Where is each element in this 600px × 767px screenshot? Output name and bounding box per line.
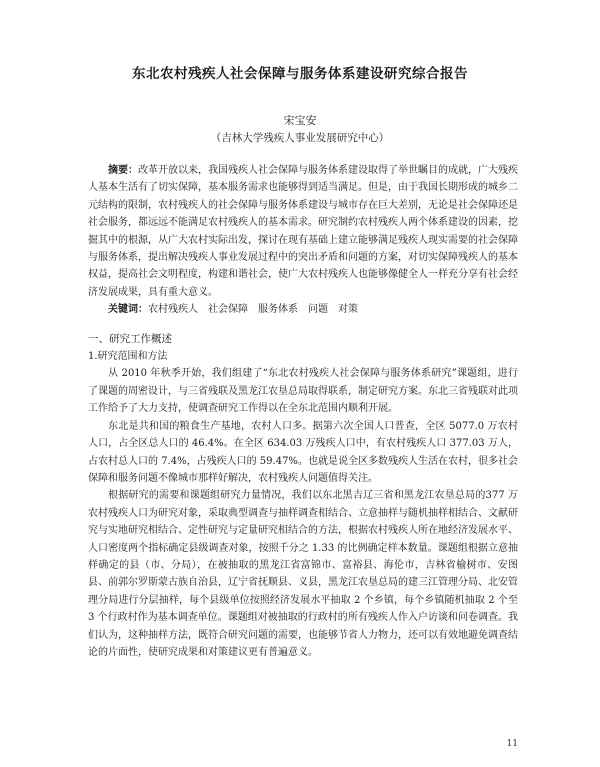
section-heading: 一、研究工作概述 — [88, 332, 172, 345]
paper-body — [88, 162, 518, 661]
author-affiliation: （吉林大学残疾人事业发展研究中心） — [210, 132, 390, 144]
keywords-text: 农村残疾人 社会保障 服务体系 问题 对策 — [148, 304, 358, 316]
abstract — [88, 162, 518, 301]
body-paragraph-2: 东北是共和国的粮食生产基地，农村人口多。据第六次全国人口普查，全区 5077.0 万农村人口，占全区总人口的 46.4%。在全区 634.03 万残疾人口中，有农村残疾人口 377.03 万人，占农村总人口的 7.4%，占残疾人口的 59.47%。也就是说全区多数残疾人生活在农村，很多社会保障和服务问题不像城市那样好解决，农村残疾人问题值得关注。 — [88, 420, 518, 484]
subsection-heading: 1.研究范围和方法 — [88, 351, 168, 363]
page-number: 11 — [506, 739, 518, 749]
body-paragraph-3: 根据研究的需要和课题组研究力量情况，我们以东北黑吉辽三省和黑龙江农垦总局的377 万农村残疾人口为研究对象，采取典型调查与抽样调查相结合、立意抽样与随机抽样相结合、文献研究与实地研究相结合、定性研究与定量研究相结合的方法，根据农村残疾人所在地经济发展水平、人口密度两个指标确定县级调查对象，按照千分之 1.33 的比例确定样本数量。课题组根据立意抽样确定的县（市、分局），在被抽取的黑龙江省富锦市、富裕县、海伦市，吉林省榆树市、安图县、前郭尔罗斯蒙古族自治县，辽宁省抚顺县、义县，黑龙江农垦总局的建三江管理分局、北安管理分局进行分层抽样，每个县级单位按照经济发展水平抽取 2 个乡镇，每个乡镇随机抽取 2 个至 3 个行政村作为基本调查单位。课题组对被抽取的行政村的所有残疾人作入户访谈和问卷调查。我们认为，这种抽样方法，既符合研究问题的需要，也能够节省人力物力，还可以有效地避免调查结论的片面性，使研究成果和对策建议更有普遍意义。 — [88, 490, 518, 658]
section-spacer — [88, 319, 518, 331]
keywords-label: 关键词： — [108, 304, 148, 316]
abstract-text: 改革开放以来，我国残疾人社会保障与服务体系建设取得了举世瞩目的成就，广大残疾人基本生活有了切实保障，基本服务需求也能够得到适当满足。但是，由于我国长期形成的城乡二元结构的限制，农村残疾人的社会保障与服务体系建设与城市存在巨大差别，无论是社会保障还是社会服务，都远远不能满足农村残疾人的基本需求。研究制约农村残疾人两个体系建设的因素，挖掘其中的根源，从广大农村实际出发，探讨在现有基础上建立能够满足残疾人现实需要的社会保障与服务体系，提出解决残疾人事业发展过程中的突出矛盾和问题的方案，对切实保障残疾人的基本权益，提高社会文明程度，构建和谐社会，使广大农村残疾人也能够像健全人一样充分享有社会经济发展成果，具有重大意义。 — [88, 165, 518, 298]
paper-title: 东北农村残疾人社会保障与服务体系建设研究综合报告 — [132, 66, 468, 82]
abstract-label: 摘要： — [108, 165, 138, 176]
body-paragraph-1: 从 2010 年秋季开始，我们组建了“东北农村残疾人社会保障与服务体系研究”课题组，进行了课题的周密设计，与三省残联及黑龙江农垦总局取得联系，制定研究方案。东北三省残联对此项工作给予了大力支持，使调查研究工作得以在全东北范围内顺利开展。 — [88, 368, 518, 415]
keywords — [88, 301, 518, 318]
author-name: 宋宝安 — [283, 114, 317, 127]
